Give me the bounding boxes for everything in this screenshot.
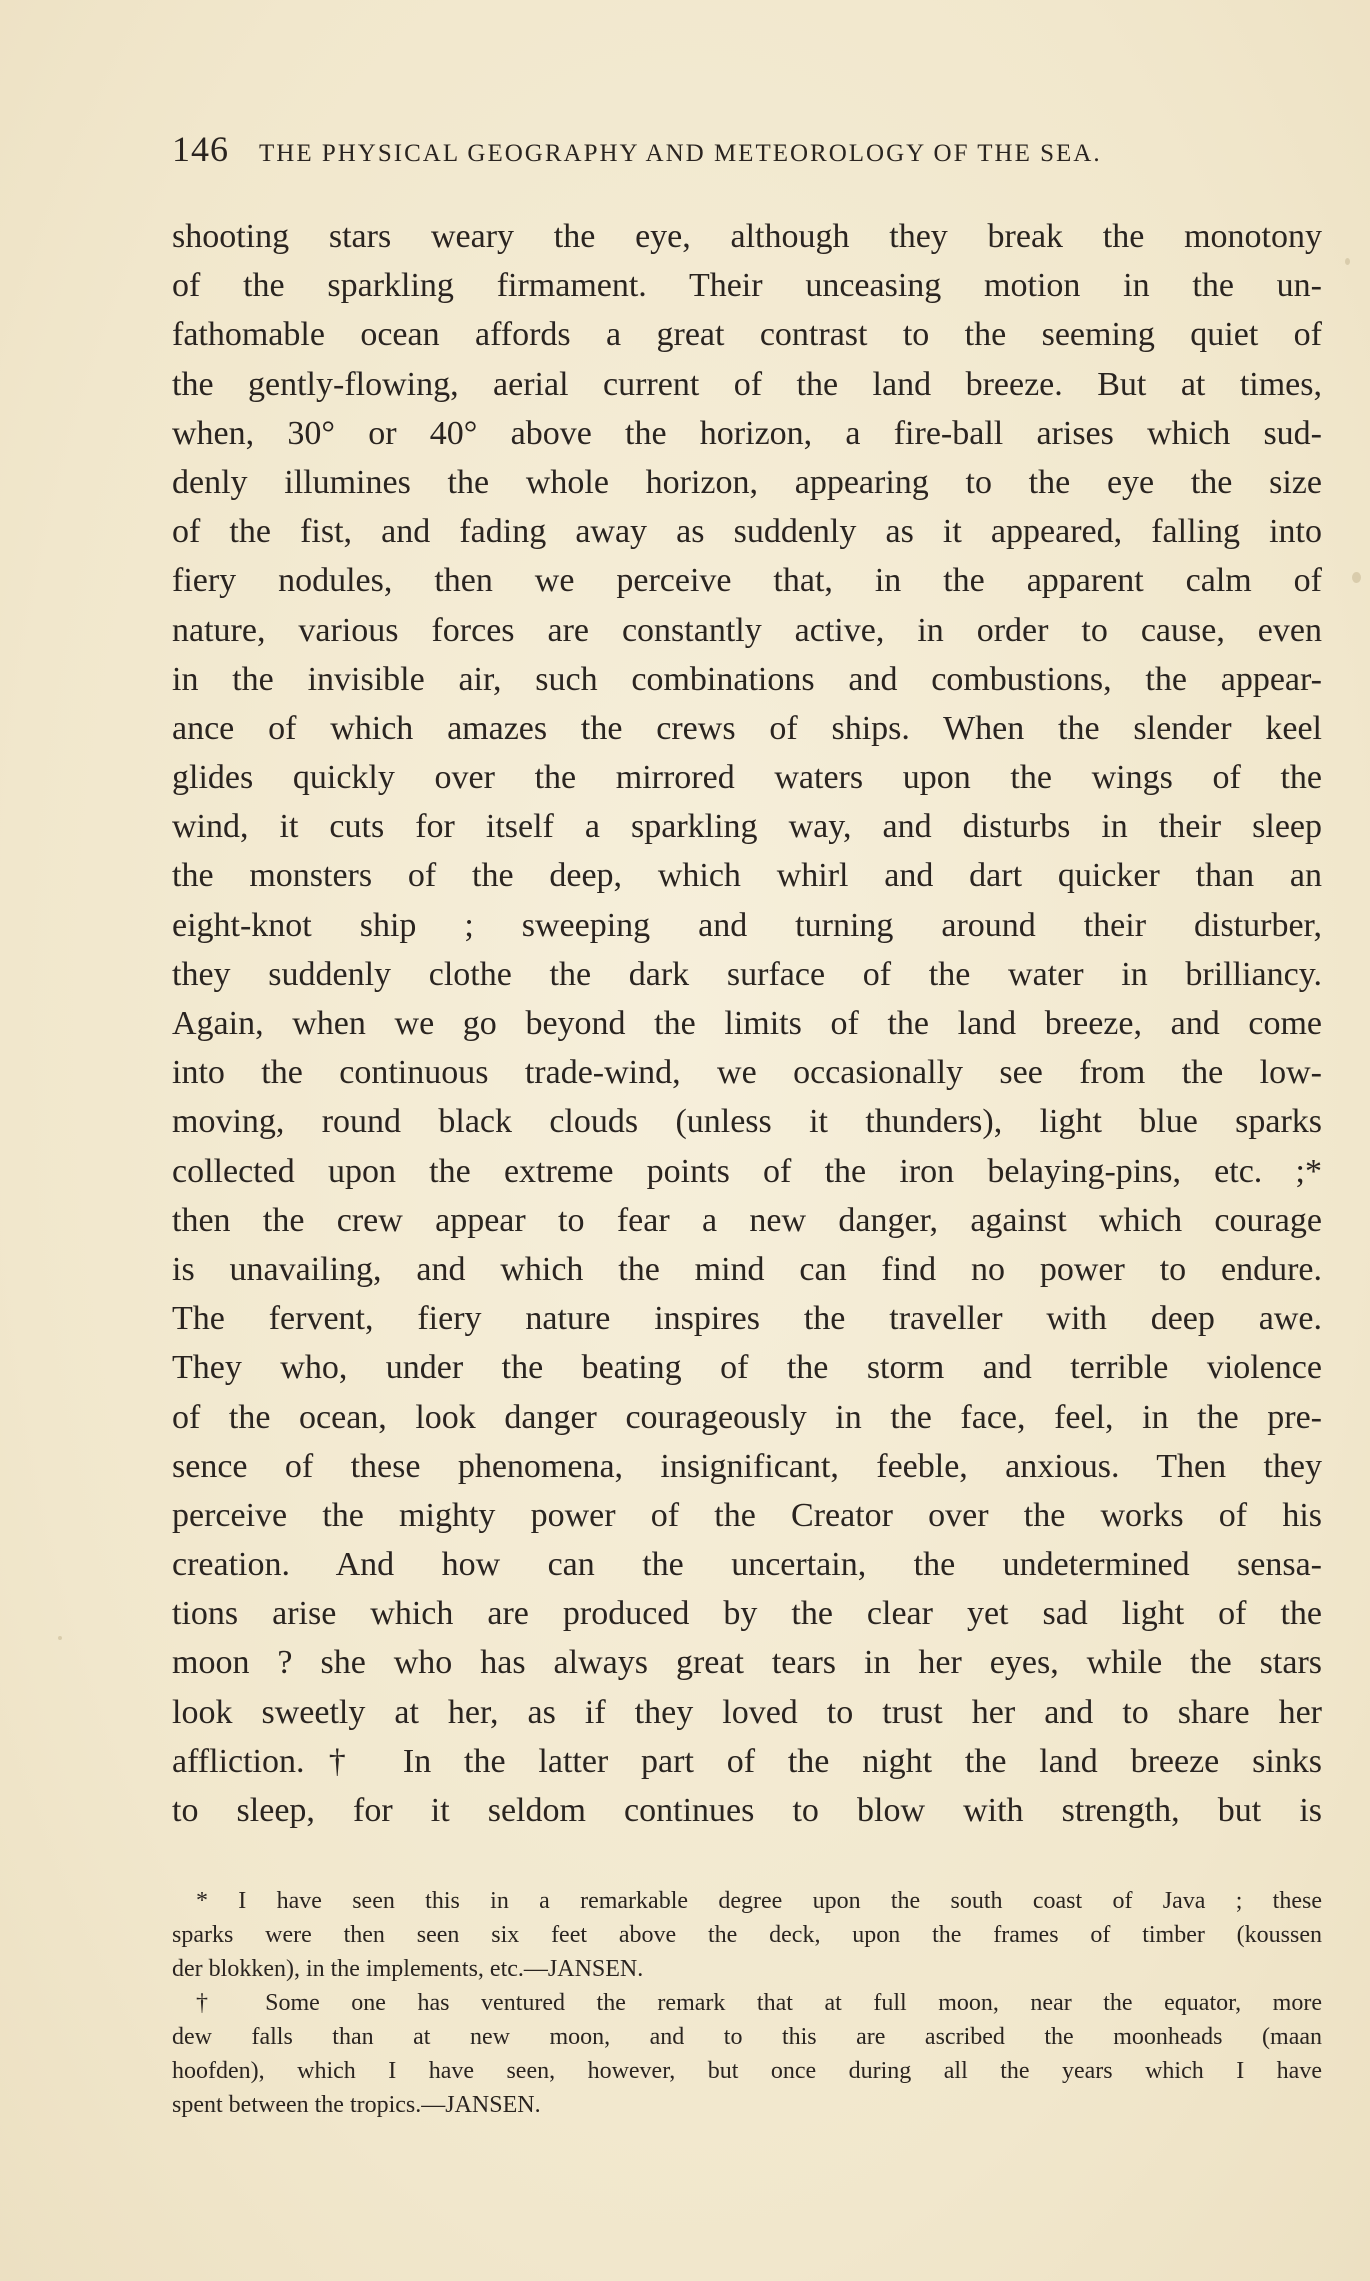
text-line: affliction.† In the latter part of the night the land breeze sinks xyxy=(172,1742,1322,1780)
text-line: the monsters of the deep, which whirl and dart quicker than an xyxy=(172,857,1322,895)
text-line: fiery nodules, then we perceive that, in the apparent calm of xyxy=(172,562,1322,600)
text-line: denly illumines the whole horizon, appearing to the eye the size xyxy=(172,463,1322,501)
text-line: fathomable ocean affords a great contrast to the seeming quiet of xyxy=(172,316,1322,354)
text-line: tions arise which are produced by the clear yet sad light of the xyxy=(172,1595,1322,1633)
text-line: wind, it cuts for itself a sparkling way, and disturbs in their sleep xyxy=(172,808,1322,846)
footnote-line: spent between the tropics.—JANSEN. xyxy=(172,2092,541,2118)
footnote-line: † Some one has ventured the remark that at full moon, near the equator, more xyxy=(196,1990,1322,2016)
text-line: they suddenly clothe the dark surface of the water in brilliancy. xyxy=(172,955,1322,993)
footnote-line: sparks were then seen six feet above the deck, upon the frames of timber (koussen xyxy=(172,1922,1322,1948)
text-line: in the invisible air, such combinations and combustions, the appear- xyxy=(172,660,1322,698)
running-header xyxy=(172,128,1262,170)
running-title: THE PHYSICAL GEOGRAPHY AND METEOROLOGY OF THE SEA. xyxy=(259,140,1102,167)
text-line: is unavailing, and which the mind can find no power to endure. xyxy=(172,1250,1322,1288)
footnote-dagger xyxy=(172,1986,1322,2122)
text-line: eight-knot ship ; sweeping and turning around their disturber, xyxy=(172,906,1322,944)
text-line: look sweetly at her, as if they loved to trust her and to share her xyxy=(172,1693,1322,1731)
footnote-line: * I have seen this in a remarkable degree upon the south coast of Java ; these xyxy=(196,1888,1322,1914)
text-line: of the fist, and fading away as suddenly as it appeared, falling into xyxy=(172,513,1322,551)
text-line: The fervent, fiery nature inspires the traveller with deep awe. xyxy=(172,1300,1322,1338)
text-line: ance of which amazes the crews of ships. When the slender keel xyxy=(172,709,1322,747)
text-line: nature, various forces are constantly active, in order to cause, even xyxy=(172,611,1322,649)
text-line: collected upon the extreme points of the iron belaying-pins, etc. ;* xyxy=(172,1152,1322,1190)
text-line: to sleep, for it seldom continues to blow with strength, but is xyxy=(172,1792,1322,1829)
page-number: 146 xyxy=(172,129,229,169)
text-line: glides quickly over the mirrored waters upon the wings of the xyxy=(172,759,1322,797)
text-line: the gently-flowing, aerial current of the land breeze. But at times, xyxy=(172,365,1322,403)
footnote-asterisk xyxy=(172,1884,1322,1986)
text-line: of the sparkling firmament. Their unceasing motion in the un- xyxy=(172,267,1322,305)
text-line: perceive the mighty power of the Creator over the works of his xyxy=(172,1496,1322,1534)
text-line: then the crew appear to fear a new danger, against which courage xyxy=(172,1201,1322,1239)
footnote-line: der blokken), in the implements, etc.—JANSEN. xyxy=(172,1956,644,1982)
body-text xyxy=(172,212,1322,1835)
text-line: They who, under the beating of the storm and terrible violence xyxy=(172,1349,1322,1387)
text-line: sence of these phenomena, insignificant, feeble, anxious. Then they xyxy=(172,1447,1322,1485)
footnote-line: dew falls than at new moon, and to this are ascribed the moonheads (maan xyxy=(172,2024,1322,2050)
paper-speck xyxy=(1345,258,1350,265)
text-line: creation. And how can the uncertain, the undetermined sensa- xyxy=(172,1546,1322,1584)
text-line: of the ocean, look danger courageously in the face, feel, in the pre- xyxy=(172,1398,1322,1436)
paper-speck xyxy=(58,1636,62,1640)
footnotes xyxy=(172,1884,1322,2122)
text-line: moon ? she who has always great tears in her eyes, while the stars xyxy=(172,1644,1322,1682)
footnote-line: hoofden), which I have seen, however, but once during all the years which I have xyxy=(172,2058,1322,2084)
text-line: shooting stars weary the eye, although they break the monotony xyxy=(172,218,1322,255)
text-line: Again, when we go beyond the limits of the land breeze, and come xyxy=(172,1005,1322,1042)
text-line: when, 30° or 40° above the horizon, a fire-ball arises which sud- xyxy=(172,414,1322,452)
paper-speck xyxy=(1352,572,1361,583)
text-line: into the continuous trade-wind, we occasionally see from the low- xyxy=(172,1054,1322,1092)
text-line: moving, round black clouds (unless it thunders), light blue sparks xyxy=(172,1103,1322,1141)
